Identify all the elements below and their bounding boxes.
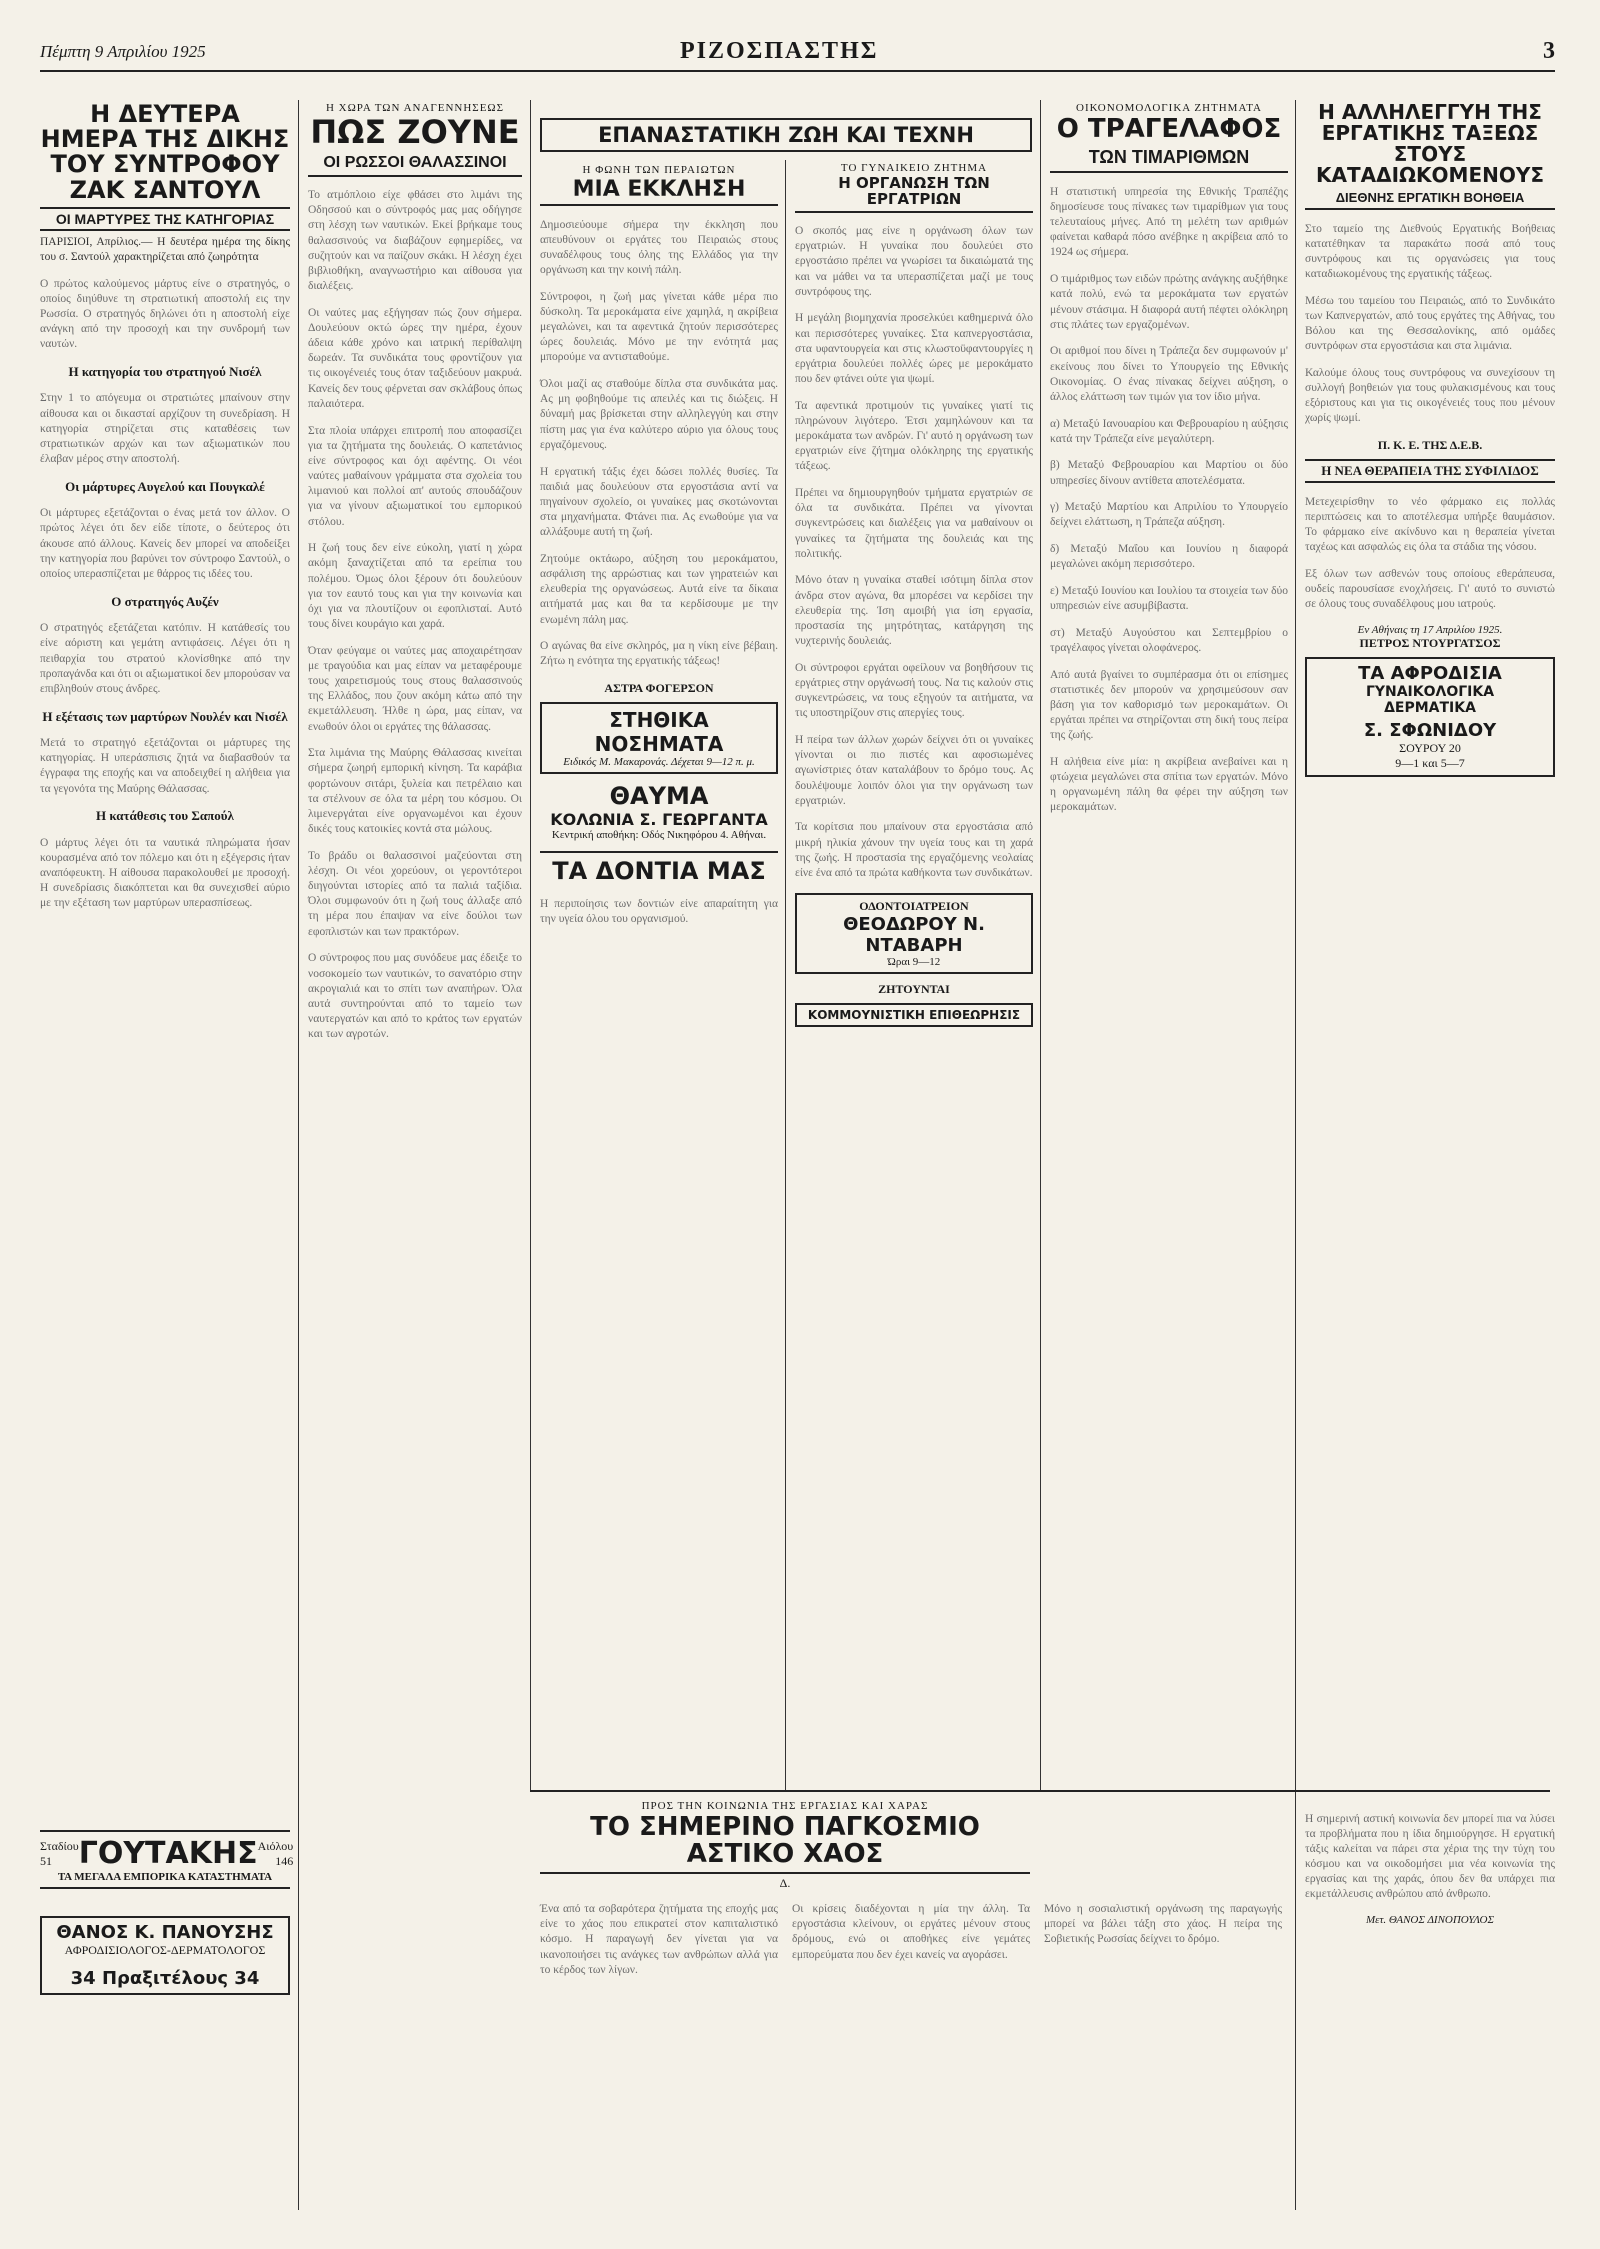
ad-goutakis <box>40 1830 294 1889</box>
article-subtitle: ΤΩΝ ΤΙΜΑΡΙΘΜΩΝ <box>1050 147 1288 173</box>
article-signature: Π. Κ. Ε. ΤΗΣ Δ.Ε.Β. <box>1377 438 1483 453</box>
body-text: Οι σύντροφοι εργάται οφείλουν να βοηθήσουν τις εργάτριες στην οργάνωσή τους. Να τις καλούν στις συγκεντρώσεις, να τους εξηγούν τα αιτήματα, να τις υποστηρίζουν στις απεργίες τους. <box>795 661 1033 720</box>
page-number: 3 <box>1543 38 1555 64</box>
body-text: Οι κρίσεις διαδέχονται η μία την άλλη. Τα εργοστάσια κλείνουν, οι εργάτες μένουν στους δρόμους, ενώ οι αποθήκες είνε γεμάτες εμπορεύματα που δεν έχει κανείς να αγοράσει. <box>792 1903 1030 1961</box>
ad-line: ΔΕΡΜΑΤΙΚΑ <box>1384 699 1476 716</box>
article-subtitle: ΟΙ ΡΩΣΣΟΙ ΘΑΛΑΣΣΙΝΟΙ <box>308 154 522 177</box>
body-text: Μέσω του ταμείου του Πειραιώς, από το Συνδικάτο των Καπνεργατών, από τους εργάτες της Αθήνας, του Βόλου και της Θεσσαλονίκης, από ομάδες συντρόφων στα εργοστάσια και στα λιμάνια. <box>1305 294 1555 353</box>
article-title: ΠΩΣ ΖΟΥΝΕ <box>310 113 520 151</box>
ad-title: ΣΤΗΘΙΚΑ ΝΟΣΗΜΑΤΑ <box>594 708 724 757</box>
ad-title: ΤΑ ΑΦΡΟΔΙΣΙΑ <box>1358 662 1502 684</box>
body-text: Από αυτά βγαίνει το συμπέρασμα ότι οι επίσημες στατιστικές δεν μπορούν να χρησιμεύσουν σαν βάση για τον καθορισμό των μεροκαμάτων. Οι εργάται πρέπει να στηρίζονται στη δική τους πείρα της ζωής. <box>1050 668 1288 742</box>
ad-dentist <box>795 893 1033 974</box>
column-rule <box>530 100 531 1790</box>
body-text: Ο τιμάριθμος των ειδών πρώτης ανάγκης αυξήθηκε κατά πολύ, ενώ τα μεροκάματα των εργατών μένουν στάσιμα. Η διαφορά αυτή πέφτει ολόκληρη στις πλάτες των εργαζομένων. <box>1050 273 1288 331</box>
body-text: Ζητούμε οκτάωρο, αύξηση του μεροκάματου, ασφάλιση της αρρώστιας και των γηρατειών και ελευθερία της οργανώσεως. Αυτά είνε τα δίκαια αιτήματά μας και θα τα κερδίσουμε με την ενωμένη πάλη μας. <box>540 552 778 626</box>
body-text: Ο σύντροφος που μας συνόδευε μας έδειξε το νοσοκομείο των ναυτικών, το σανατόριο στην ακρογιαλιά και το σπίτι των αναπήρων. Όλα αυτά συντηρούνται από το ταμείο των ναυτεργατών και από το κράτος των εργατών και των αγροτών. <box>308 952 522 1041</box>
body-text: Η πείρα των άλλων χωρών δείχνει ότι οι γυναίκες γίνονται οι πιο πιστές και αφοσιωμένες αγωνίστριες όταν καταλάβουν το δρόμο τους. Ας δουλέψουμε λοιπόν όλοι για την οργάνωση των εργατριών. <box>795 733 1033 807</box>
body-text: β) Μεταξύ Φεβρουαρίου και Μαρτίου οι δύο υπηρεσίες δίνουν αντίθετα αποτελέσματα. <box>1050 459 1288 487</box>
body-text: Η σημερινή αστική κοινωνία δεν μπορεί πια να λύσει τα προβλήματα που η ίδια δημιούργησε. Η εργατική τάξις καλείται να πάρει στα χέρια της την τύχη του κόσμου και να οικοδομήσει μια νέα κοινωνία της εργασίας και της χαράς, όπου δεν θα υπάρχει πια εκμετάλλευσις ανθρώπου από άνθρωπο. <box>1305 1812 1555 1901</box>
article-kicker: ΠΡΟΣ ΤΗΝ ΚΟΙΝΩΝΙΑ ΤΗΣ ΕΡΓΑΣΙΑΣ ΚΑΙ ΧΑΡΑΣ <box>641 1800 929 1812</box>
ad-address: ΣΟΥΡΟΥ 20 <box>1399 740 1461 755</box>
article-title: Ο ΤΡΑΓΕΛΑΦΟΣ <box>1056 114 1282 144</box>
ad-brand: ΓΟΥΤΑΚΗΣ <box>78 1836 258 1871</box>
article-kicker: Η ΦΩΝΗ ΤΩΝ ΠΕΡΑΙΩΤΩΝ <box>582 164 736 176</box>
body-text: Τα κορίτσια που μπαίνουν στα εργοστάσια από μικρή ηλικία χάνουν την υγεία τους και τη χαρά της ζωής. Η προστασία της εργαζόμενης νεολαίας είνε ένα από τα πρώτα καθήκοντα των συνδικάτων. <box>795 821 1033 879</box>
body-text: Το βράδυ οι θαλασσινοί μαζεύονται στη λέσχη. Οι νέοι χορεύουν, οι γεροντότεροι διηγούνται ιστορίες από τα παλιά ταξίδια. Όλοι συμφωνούν ότι η ζωή τους άλλαξε από τη μέρα που έπαψαν να είνε δούλοι των εφοπλιστών και των πρακτόρων. <box>308 849 522 938</box>
article-title: ΜΙΑ ΕΚΚΛΗΣΗ <box>540 178 778 206</box>
section-heading: Η εξέτασις των μαρτύρων Νουλέν και Νισέλ <box>42 708 288 724</box>
body-text: Το ατμόπλοιο είχε φθάσει στο λιμάνι της Οδησσού και ο σύντροφός μας μας οδήγησε στη λέσχη των ναυτικών. Εκεί βρήκαμε τους θαλασσινούς να διαβάζουν εφημερίδες, να συζητούν και να παίζουν σκάκι. Η λέσχη έχει βιβλιοθήκη, αναγνωστήριο και αίθουσα για διαλέξεις. <box>308 189 522 293</box>
body-text: Η αλήθεια είνε μία: η ακρίβεια ανεβαίνει και η φτώχεια μεγαλώνει στα σπίτια των εργατών. Μόνο η οργανωμένη πάλη θα φέρει την αύξηση των μεροκαμάτων. <box>1050 755 1288 814</box>
article-subtitle: ΔΙΕΘΝΗΣ ΕΡΓΑΤΙΚΗ ΒΟΗΘΕΙΑ <box>1305 190 1555 210</box>
article-kicker: Η ΧΩΡΑ ΤΩΝ ΑΝΑΓΕΝΝΗΣΕΩΣ <box>325 102 505 114</box>
article-women-workers <box>795 160 1033 1785</box>
column-rule <box>785 160 786 1790</box>
masthead: ΡΙΖΟΣΠΑΣΤΗΣ <box>680 38 879 64</box>
article-kicker: ΤΟ ΓΥΝΑΙΚΕΙΟ ΖΗΤΗΜΑ <box>840 162 988 174</box>
section-heading: Οι μάρτυρες Αυγελού και Πουγκαλέ <box>65 478 265 494</box>
ad-venereal <box>1305 657 1555 777</box>
column-rule <box>1295 100 1296 2210</box>
article-author-letter: Δ. <box>779 1875 791 1890</box>
body-text: Τα αφεντικά προτιμούν τις γυναίκες γιατί τις πληρώνουν λιγότερο. Έτσι χαμηλώνουν και τα μεροκάματα των ανδρών. Γι' αυτό η οργάνωση των εργατριών είνε ζήτημα ολόκληρης της εργατικής τάξεως. <box>795 399 1033 473</box>
ad-kicker: ΟΔΟΝΤΟΙΑΤΡΕΙΟΝ <box>859 898 969 913</box>
body-text: Δημοσιεύουμε σήμερα την έκκληση που απευθύνουν οι εργάτες του Πειραιώς στους συναδέλφους τους όλης της Ελλάδος για την οργάνωση και την κοινή πάλη. <box>540 218 778 277</box>
article-solidarity <box>1305 100 1555 2215</box>
ad-wonder-title: ΘΑΥΜΑ <box>609 782 709 811</box>
ad-wonder-address: Κεντρική αποθήκη: Οδός Νικηφόρου 4. Αθήναι. <box>551 829 767 842</box>
body-text: Στην 1 το απόγευμα οι στρατιώτες μπαίνουν στην αίθουσα και οι δικασταί αρχίζουν τη συνεδρίαση. Η κατηγορία στηρίζεται στις καταθέσεις των στρατιωτικών αρχών και των αξιωματικών που έλαβαν μέρος στην αποστολή. <box>40 392 290 466</box>
ad-panousis <box>40 1916 290 1995</box>
body-text: Μετά το στρατηγό εξετάζονται οι μάρτυρες της κατηγορίας. Η υπεράσπισις ζητά να διαβασθούν τα έγγραφα της εποχής και να αποδειχθεί η αλήθεια για τα γεγονότα της Μαύρης Θάλασσας. <box>40 737 290 795</box>
body-text: Η περιποίησις των δοντιών είνε απαραίτητη για την υγεία όλου του οργανισμού. <box>540 897 778 925</box>
body-text: Ο πρώτος καλούμενος μάρτυς είνε ο στρατηγός, ο οποίος διηύθυνε τη στρατιωτική αποστολή εις την Ρωσσία. Ο στρατηγός δηλώνει ότι η αποστολή είχε ανάγκη από την προσοχή και την συνδρομή των ναυτών. <box>40 277 290 351</box>
article-russian-sailors <box>308 100 522 2215</box>
column-rule <box>298 100 299 2210</box>
body-text: Ένα από τα σοβαρότερα ζητήματα της εποχής μας είνε το χάος που επικρατεί στον καπιταλιστικό κόσμο. Η παραγωγή δεν γίνεται για να ικανοποιήσει τις ανάγκες των ανθρώπων αλλά για το κέρδος των λίγων. <box>540 1903 778 1976</box>
issue-date: Πέμπτη 9 Απριλίου 1925 <box>40 42 206 61</box>
article-trial-santoul <box>40 100 294 2215</box>
article-title: ΤΟ ΣΗΜΕΡΙΝΟ ΠΑΓΚΟΣΜΙΟ ΑΣΤΙΚΟ ΧΑΟΣ <box>540 1814 1030 1874</box>
section-heading: Η κατηγορία του στρατηγού Νισέλ <box>68 363 262 379</box>
ad-address: Σταδίου 51 <box>40 1838 79 1868</box>
translator-signature: Μετ. ΘΑΝΟΣ ΔΙΝΟΠΟΥΛΟΣ <box>1365 1914 1494 1927</box>
body-text: Οι μάρτυρες εξετάζονται ο ένας μετά τον άλλον. Ο πρώτος λέγει ότι δεν είδε τίποτε, ο δεύτερος ότι άκουσε από άλλους. Κανείς δεν μπορεί να αποδείξει την κατηγορία που βαρύνει τον σύντροφο Σαντούλ, ο οποίος υπερασπίζεται με θάρρος τις ιδέες του. <box>40 507 290 580</box>
ad-address: 34 Πραξιτέλους 34 <box>70 1968 260 1989</box>
notice-wanted: ΖΗΤΟΥΝΤΑΙ <box>878 981 950 996</box>
body-text: Ο μάρτυς λέγει ότι τα ναυτικά πληρώματα ήσαν κουρασμένα από τον πόλεμο και ότι η εξέγερσις ήταν αναπόφευκτη. Η αίθουσα παρακολουθεί με προσοχή. Η συνεδρίασις διακόπτεται και θα συνεχισθεί αύριο με την εξέταση των μαρτύρων υπερασπίσεως. <box>40 836 290 910</box>
body-text: Στο ταμείο της Διεθνούς Εργατικής Βοήθειας κατατέθηκαν τα παρακάτω ποσά από τους συντρόφους και τις οργανώσεις για τους καταδιωκομένους της εργατικής τάξεως. <box>1305 222 1555 281</box>
body-text: Οι ναύτες μας εξήγησαν πώς ζουν σήμερα. Δουλεύουν οκτώ ώρες την ημέρα, έχουν άδεια κάθε χρόνο και ιατρική περίθαλψη δωρεάν. Τα συνδικάτα τους φροντίζουν για τις οικογένειές τους όταν ταξιδεύουν μακρυά. Κανείς δεν τους φέρνεται σαν σκλάβους όπως παλαιότερα. <box>308 306 522 410</box>
doctor-name: ΠΕΤΡΟΣ ΝΤΟΥΡΓΑΤΣΟΣ <box>1359 635 1501 650</box>
ad-hours: 9—1 και 5—7 <box>1395 755 1465 770</box>
section-banner: ΕΠΑΝΑΣΤΑΤΙΚΗ ΖΩΗ ΚΑΙ ΤΕΧΝΗ <box>540 118 1032 152</box>
article-lead: ΠΑΡΙΣΙΟΙ, Απρίλιος.— Η δευτέρα ημέρα της δίκης του σ. Σαντούλ χαρακτηρίζεται από ζωηρότητα <box>40 235 290 263</box>
article-signature: ΑΣΤΡΑ ΦΟΓΕΡΣΟΝ <box>604 681 714 696</box>
ad-doctor-name: ΘΑΝΟΣ Κ. ΠΑΝΟΥΣΗΣ <box>56 1922 274 1943</box>
body-text: Καλούμε όλους τους συντρόφους να συνεχίσουν τη συλλογή βοηθειών για τους φυλακισμένους και τους εξόριστους και για τις οικογένειές τους που μένουν χωρίς ψωμί. <box>1305 366 1555 425</box>
body-text: Η μεγάλη βιομηχανία προσελκύει καθημερινά όλο και περισσότερες γυναίκες. Στα καπνεργοστάσια, στα υφαντουργεία και στις κλωστοϋφαντουργίες η εργάτρια δουλεύει πολλές ώρες με μεροκάματο που δεν φτάνει ούτε για ψωμί. <box>795 312 1033 386</box>
body-text: Η στατιστική υπηρεσία της Εθνικής Τραπέζης δημοσίευσε τους πίνακες των τιμαρίθμων για τους τελευταίους μήνες. Από τη μελέτη των αριθμών φαίνεται καθαρά πόσο ανέβηκε η ακρίβεια από το 1924 ως σήμερα. <box>1050 185 1288 259</box>
body-text: Όταν φεύγαμε οι ναύτες μας αποχαιρέτησαν με τραγούδια και μας είπαν να μεταφέρουμε τους χαιρετισμούς τους στους θαλασσινούς της Ελλάδος, που ζουν ακόμη κάτω από την εκμετάλλευση. Ήλθε η ώρα, μας είπαν, να ενωθούν όλοι οι εργάτες της θάλασσας. <box>308 644 522 733</box>
body-text: α) Μεταξύ Ιανουαρίου και Φεβρουαρίου η αύξησις κατά την Τράπεζα είνε μεγαλύτερη. <box>1050 417 1288 445</box>
article-kicker: ΟΙΚΟΝΟΜΟΛΟΓΙΚΑ ΖΗΤΗΜΑΤΑ <box>1076 102 1262 114</box>
teeth-title: ΤΑ ΔΟΝΤΙΑ ΜΑΣ <box>540 851 778 885</box>
ad-line: ΤΑ ΜΕΓΑΛΑ ΕΜΠΟΡΙΚΑ ΚΑΤΑΣΤΗΜΑΤΑ <box>40 1871 290 1889</box>
body-text: ε) Μεταξύ Ιουνίου και Ιουλίου τα στοιχεία των δύο υπηρεσιών είνε ασυμβίβαστα. <box>1050 584 1288 613</box>
body-text: Η εργατική τάξις έχει δώσει πολλές θυσίες. Τα παιδιά μας δουλεύουν στα εργοστάσια αντί να πηγαίνουν σχολείο, οι γυναίκες μας σκοτώνονται στα μηχανήματα. Φτάνει πια. Ας ενωθούμε για να αλλάξουμε αυτή τη ζωή. <box>540 465 778 539</box>
body-text: Οι αριθμοί που δίνει η Τράπεζα δεν συμφωνούν μ' εκείνους που δίνει το Υπουργείο της Εθνικής Οικονομίας. Ο ένας πίνακας δείχνει αύξηση, ο άλλος ελάττωση των τιμών για τον ίδιο μήνα. <box>1050 345 1288 403</box>
body-text: Η ζωή τους δεν είνε εύκολη, γιατί η χώρα ακόμη ξαναχτίζεται από τα ερείπια του πολέμου. Όμως όλοι ξέρουν ότι δουλεύουν για τον εαυτό τους και για την κοινωνία και όχι για να πλουτίζουν οι εφοπλισταί. Αυτό τους δίνει κουράγιο και χαρά. <box>308 542 522 631</box>
body-text: γ) Μεταξύ Μαρτίου και Απριλίου το Υπουργείο δείχνει ελάττωση, η Τράπεζα αύξηση. <box>1050 501 1288 529</box>
body-text: Πρέπει να δημιουργηθούν τμήματα εργατριών σε όλα τα συνδικάτα. Πρέπει να γίνονται συγκεντρώσεις και διαλέξεις για να μαθαίνουν οι γυναίκες τα ζητήματα της δουλειάς και της πολιτικής. <box>795 487 1033 560</box>
article-subtitle: ΟΙ ΜΑΡΤΥΡΕΣ ΤΗΣ ΚΑΤΗΓΟΡΙΑΣ <box>40 207 290 231</box>
ad-specialty: ΑΦΡΟΔΙΣΙΟΛΟΓΟΣ-ΔΕΡΜΑΤΟΛΟΓΟΣ <box>64 1943 266 1957</box>
ad-dentist-name: ΘΕΟΔΩΡΟΥ Ν. ΝΤΑΒΑΡΗ <box>843 913 985 956</box>
body-text: Στα πλοία υπάρχει επιτροπή που αποφασίζει για τα ζητήματα της δουλειάς. Ο καπετάνιος είνε σύντροφος και όχι αφέντης. Οι νέοι ναύτες μαθαίνουν γράμματα στα σχολεία του λιμανιού και πολλοί απ' αυτούς σπουδάζουν για να γίνουν αξιωματικοί του εμπορικού στόλου. <box>308 424 522 528</box>
section-heading: Η ΝΕΑ ΘΕΡΑΠΕΙΑ ΤΗΣ ΣΥΦΙΛΙΔΟΣ <box>1305 459 1555 483</box>
ad-text: Ειδικός Μ. Μακαρονάς. Δέχεται 9—12 π. μ. <box>563 756 755 769</box>
article-bourgeois-chaos <box>540 1798 1288 2218</box>
body-text: δ) Μεταξύ Μαΐου και Ιουνίου η διαφορά μεγαλώνει ακόμη περισσότερο. <box>1050 543 1288 571</box>
section-heading: Η κατάθεσις του Σαπούλ <box>96 808 234 824</box>
body-text: Σύντροφοι, η ζωή μας γίνεται κάθε μέρα πιο δύσκολη. Τα μεροκάματα είνε χαμηλά, η ακρίβεια μεγαλώνει, και τα αφεντικά ζητούν περισσότερες ώρες δουλειάς. Μόνο με την ενότητά μας μπορούμε να αντισταθούμε. <box>540 290 778 364</box>
ad-address: Αιόλου 146 <box>257 1838 294 1868</box>
body-text: Μόνο η σοσιαλιστική οργάνωση της παραγωγής μπορεί να βάλει τάξη στο χάος. Η πείρα της Σοβιετικής Ρωσσίας δείχνει το δρόμο. <box>1044 1903 1282 1946</box>
ad-doctor-name: Σ. ΣΦΩΝΙΔΟΥ <box>1363 719 1497 741</box>
body-text: Ο στρατηγός εξετάζεται κατόπιν. Η κατάθεσίς του είνε αόριστη και γεμάτη αντιφάσεις. Λέγει ότι η πειθαρχία του στρατού κλονίσθηκε από την προπαγάνδα και ότι οι αξιωματικοί δεν μπορούσαν να επιβληθούν στους άνδρες. <box>40 622 290 695</box>
ad-wonder-subtitle: ΚΟΛΩΝΙΑ Σ. ΓΕΩΡΓΑΝΤΑ <box>550 810 768 830</box>
body-text: Στα λιμάνια της Μαύρης Θάλασσας κινείται σήμερα ζωηρή εμπορική κίνηση. Τα καράβια φορτώνουν σιτάρι, ξυλεία και πετρέλαιο και τα στέλνουν σε όλα τα μέρη του κόσμου. Οι λιμενεργάται είνε οργανωμένοι και έχουν δικές τους κατοικίες κοντά στα μώλους. <box>308 747 522 836</box>
body-text: Ο σκοπός μας είνε η οργάνωση όλων των εργατριών. Η γυναίκα που δουλεύει στο εργοστάσιο πρέπει να γνωρίσει τα δικαιώματά της και να μάθει να τα υπερασπίζεται μαζί με τους συντρόφους της. <box>795 225 1033 298</box>
article-title: Η ΟΡΓΑΝΩΣΗ ΤΩΝ ΕΡΓΑΤΡΙΩΝ <box>795 176 1033 213</box>
body-text: Εξ όλων των ασθενών τους οποίους εθεράπευσα, ουδείς παρουσίασε ενοχλήσεις. Γι' αυτό το συνιστώ σε όλους τους συναδέλφους μου ιατρούς. <box>1305 567 1555 611</box>
ad-hours: Ώραι 9—12 <box>887 955 941 968</box>
article-title: Η ΔΕΥΤΕΡΑ ΗΜΕΡΑ ΤΗΣ ΔΙΚΗΣ ΤΟΥ ΣΥΝΤΡΟΦΟΥ ΖΑΚ ΣΑΝΤΟΥΛ <box>40 100 290 204</box>
article-price-indices <box>1050 100 1288 1785</box>
body-text: Ο αγώνας θα είνε σκληρός, μα η νίκη είνε βέβαιη. Ζήτω η ενότητα της εργατικής τάξεως! <box>540 640 778 668</box>
body-text: στ) Μεταξύ Αυγούστου και Σεπτεμβρίου ο τραγέλαφος γίνεται ολοφάνερος. <box>1050 626 1288 654</box>
body-text: Μόνο όταν η γυναίκα σταθεί ισότιμη δίπλα στον άνδρα στον αγώνα, θα μπορέσει να κερδίσει την ελευθερία της. Ίση αμοιβή για ίση εργασία, προστασία της μητρότητας, κατάργηση της νυχτερινής δουλειάς. <box>795 574 1033 648</box>
ad-line: ΓΥΝΑΙΚΟΛΟΓΙΚΑ <box>1365 683 1495 700</box>
page-header <box>40 38 1555 72</box>
section-heading: Ο στρατηγός Αυζέν <box>111 593 219 609</box>
notice-communist-review: ΚΟΜΜΟΥΝΙΣΤΙΚΗ ΕΠΙΘΕΩΡΗΣΙΣ <box>795 1003 1033 1027</box>
body-text: Όλοι μαζί ας σταθούμε δίπλα στα συνδικάτα μας. Ας μη φοβηθούμε τις απειλές και τις διώξεις. Η δύναμή μας βρίσκεται στην αλληλεγγύη και στην πίστη μας για ένα καλύτερο αύριο για όλους τους εργαζόμενους. <box>540 378 778 451</box>
column-rule <box>1040 100 1041 1790</box>
body-text: Μετεχειρίσθην το νέο φάρμακο εις πολλάς περιπτώσεις και το αποτέλεσμα υπήρξε θαυμάσιον. Το φάρμακο είνε ακίνδυνο και η θεραπεία γίνεται ταχέως και ασφαλώς εις όλα τα στάδια της νόσου. <box>1305 495 1555 554</box>
ad-chest-diseases <box>540 702 778 774</box>
article-title: Η ΑΛΛΗΛΕΓΓΥΗ ΤΗΣ ΕΡΓΑΤΙΚΗΣ ΤΑΞΕΩΣ ΣΤΟΥΣ ΚΑΤΑΔΙΩΚΟΜΕΝΟΥΣ <box>1316 100 1544 187</box>
doctor-date: Εν Αθήναις τη 17 Απριλίου 1925. <box>1357 623 1503 636</box>
